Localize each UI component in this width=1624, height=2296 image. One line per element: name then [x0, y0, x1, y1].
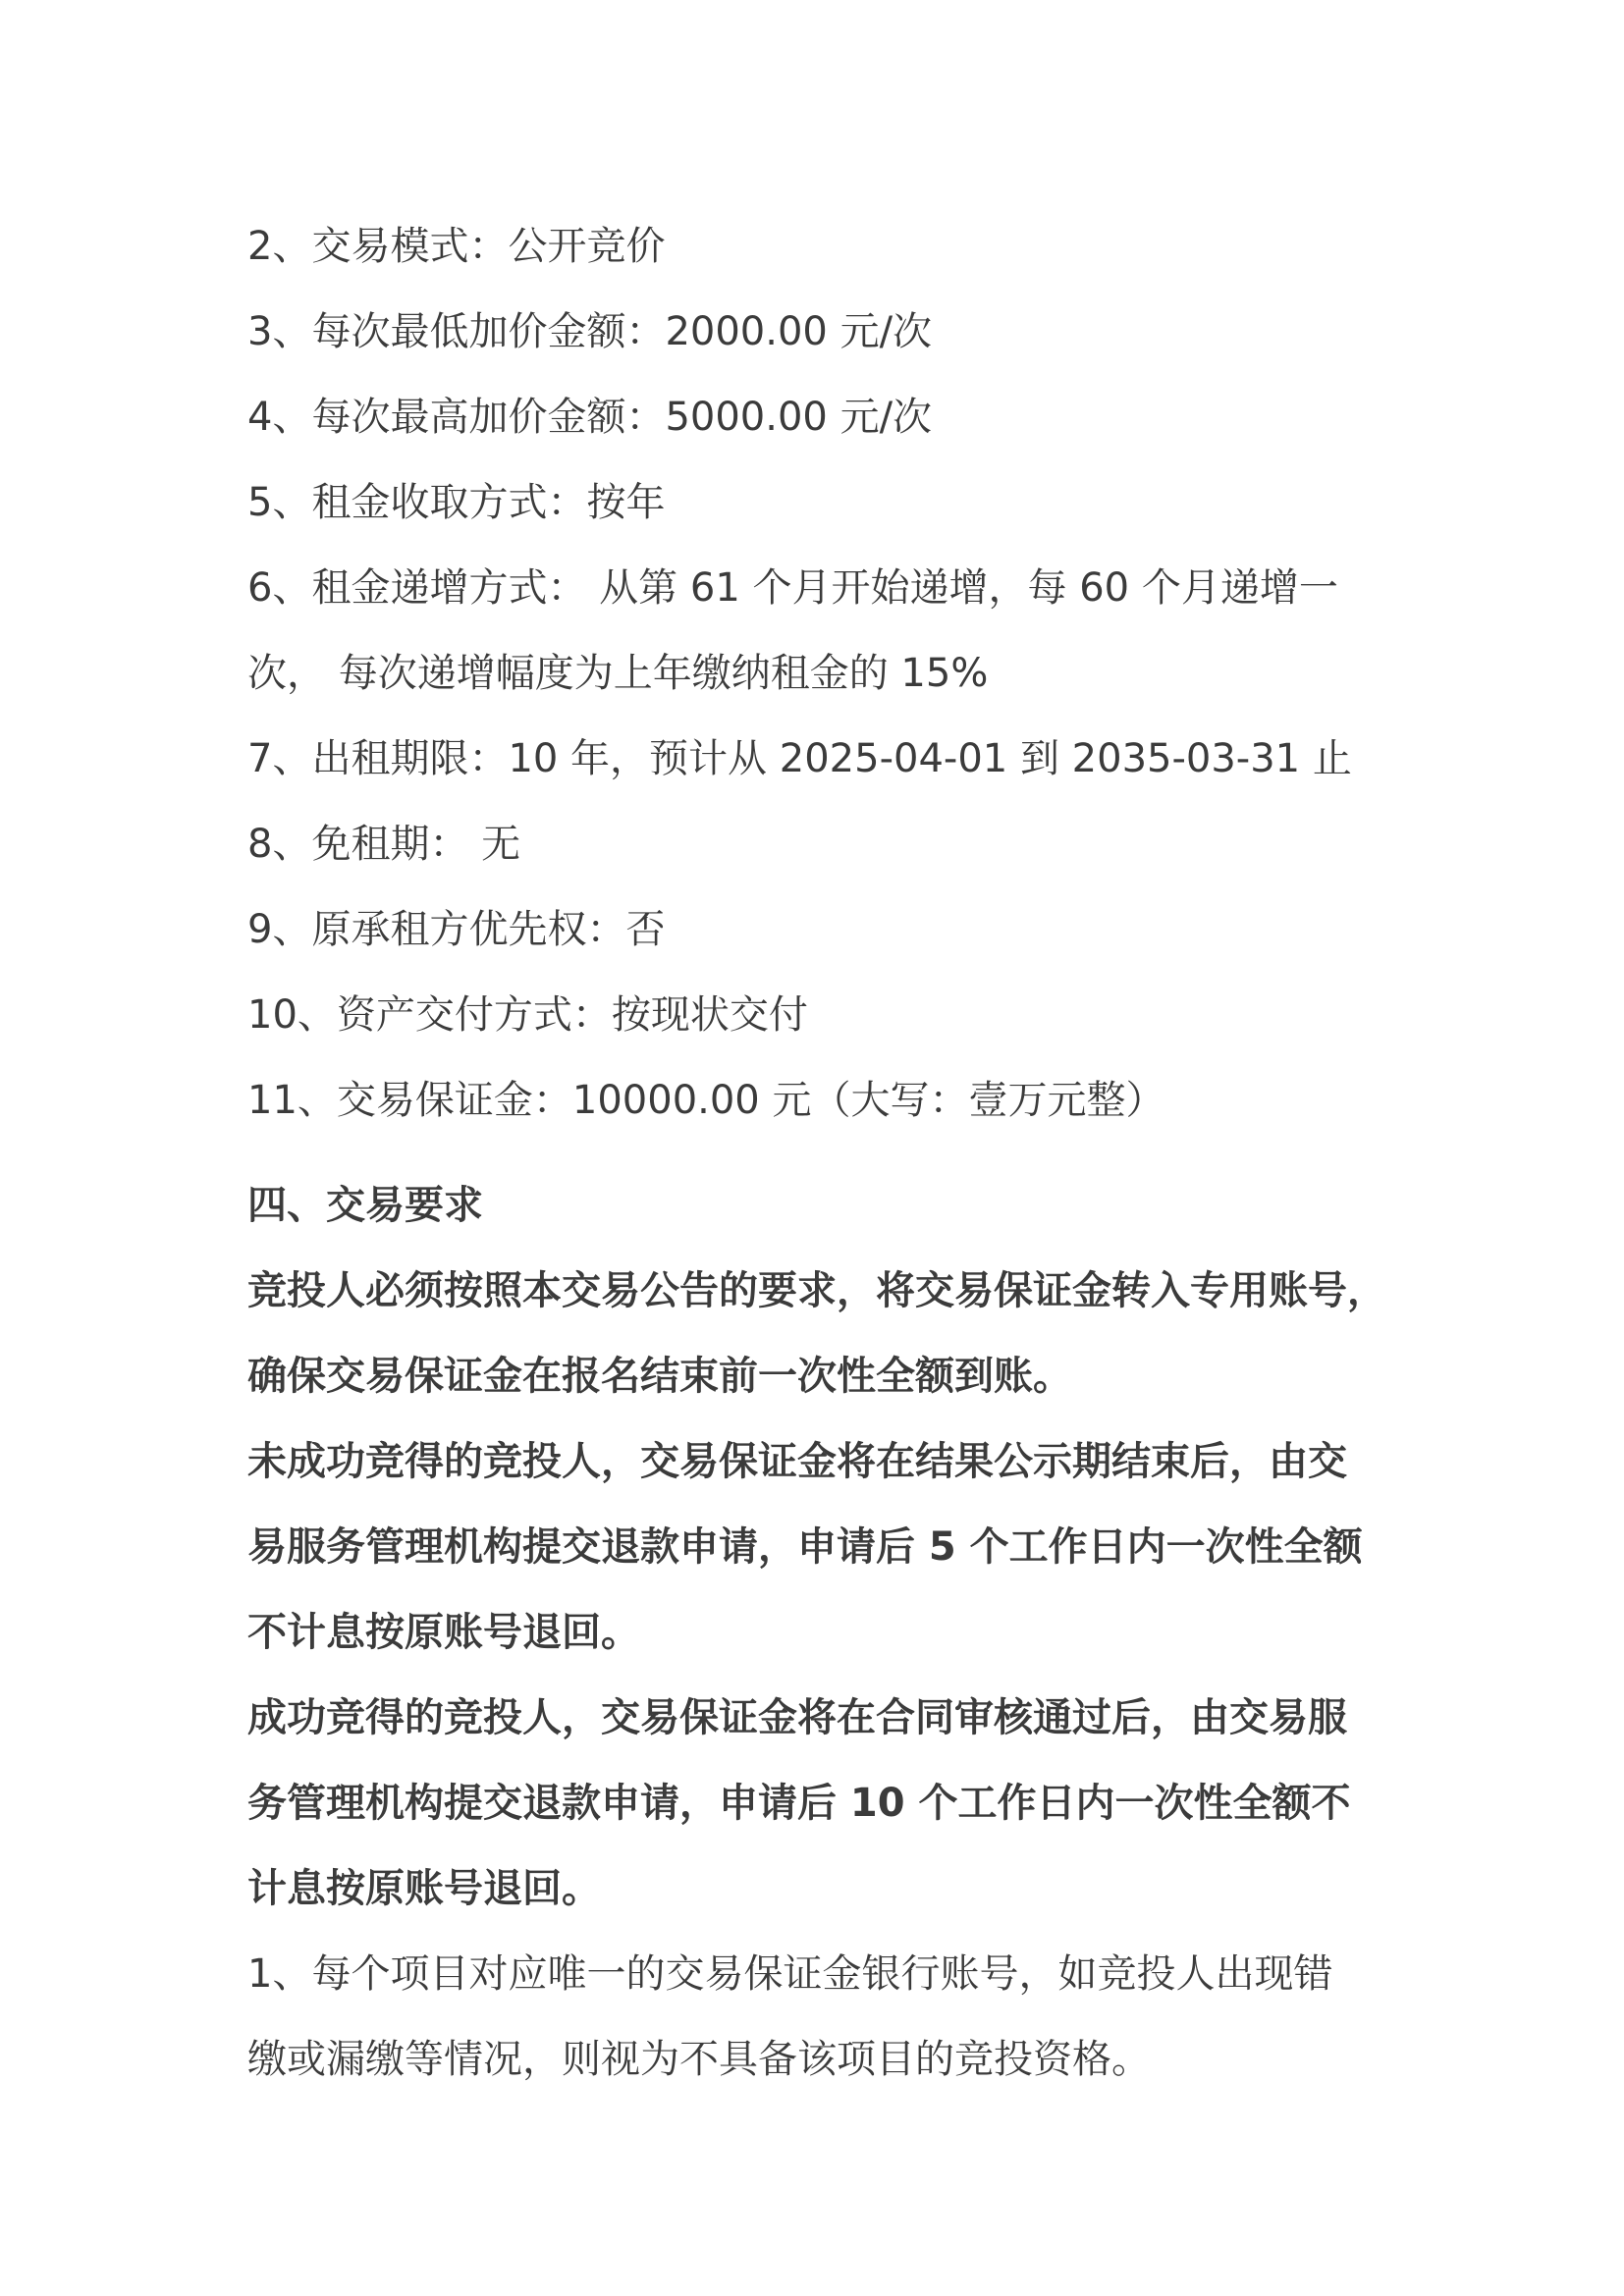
requirement-line: 务管理机构提交退款申请，申请后 10 个工作日内一次性全额不 — [247, 1781, 1351, 1826]
item-deposit: 11、交易保证金：10000.00 元（大写：壹万元整） — [247, 1078, 1165, 1123]
item-delivery-method: 10、资产交付方式：按现状交付 — [247, 992, 808, 1038]
requirement-line: 易服务管理机构提交退款申请，申请后 5 个工作日内一次性全额 — [247, 1524, 1363, 1570]
item-unique-account-cont: 缴或漏缴等情况，则视为不具备该项目的竞投资格。 — [247, 2037, 1151, 2082]
item-unique-account: 1、每个项目对应唯一的交易保证金银行账号，如竞投人出现错 — [247, 1951, 1333, 1997]
section-heading: 四、交易要求 — [247, 1183, 483, 1228]
item-rent-collection: 5、租金收取方式：按年 — [247, 480, 666, 525]
requirement-line: 计息按原账号退回。 — [247, 1866, 601, 1911]
item-min-bid-increment: 3、每次最低加价金额：2000.00 元/次 — [247, 309, 933, 354]
spacer — [247, 1144, 1406, 1163]
requirement-line: 成功竞得的竞投人，交易保证金将在合同审核通过后，由交易服 — [247, 1695, 1347, 1740]
item-max-bid-increment: 4、每次最高加价金额：5000.00 元/次 — [247, 395, 933, 440]
item-priority-right: 9、原承租方优先权：否 — [247, 907, 666, 952]
requirement-line: 未成功竞得的竞投人，交易保证金将在结果公示期结束后，由交 — [247, 1439, 1347, 1484]
item-trading-mode: 2、交易模式：公开竞价 — [247, 224, 666, 269]
item-rent-increase: 6、租金递增方式： 从第 61 个月开始递增，每 60 个月递增一 — [247, 565, 1338, 611]
item-rent-free-period: 8、免租期： 无 — [247, 822, 521, 867]
requirement-line: 竞投人必须按照本交易公告的要求，将交易保证金转入专用账号， — [247, 1268, 1386, 1313]
document-body — [247, 204, 1406, 2103]
requirement-line: 不计息按原账号退回。 — [247, 1610, 640, 1655]
item-rent-increase-cont: 次， 每次递增幅度为上年缴纳租金的 15% — [247, 651, 989, 696]
requirement-line: 确保交易保证金在报名结束前一次性全额到账。 — [247, 1354, 1072, 1399]
item-lease-term: 7、出租期限：10 年，预计从 2025-04-01 到 2035-03-31 止 — [247, 736, 1352, 781]
